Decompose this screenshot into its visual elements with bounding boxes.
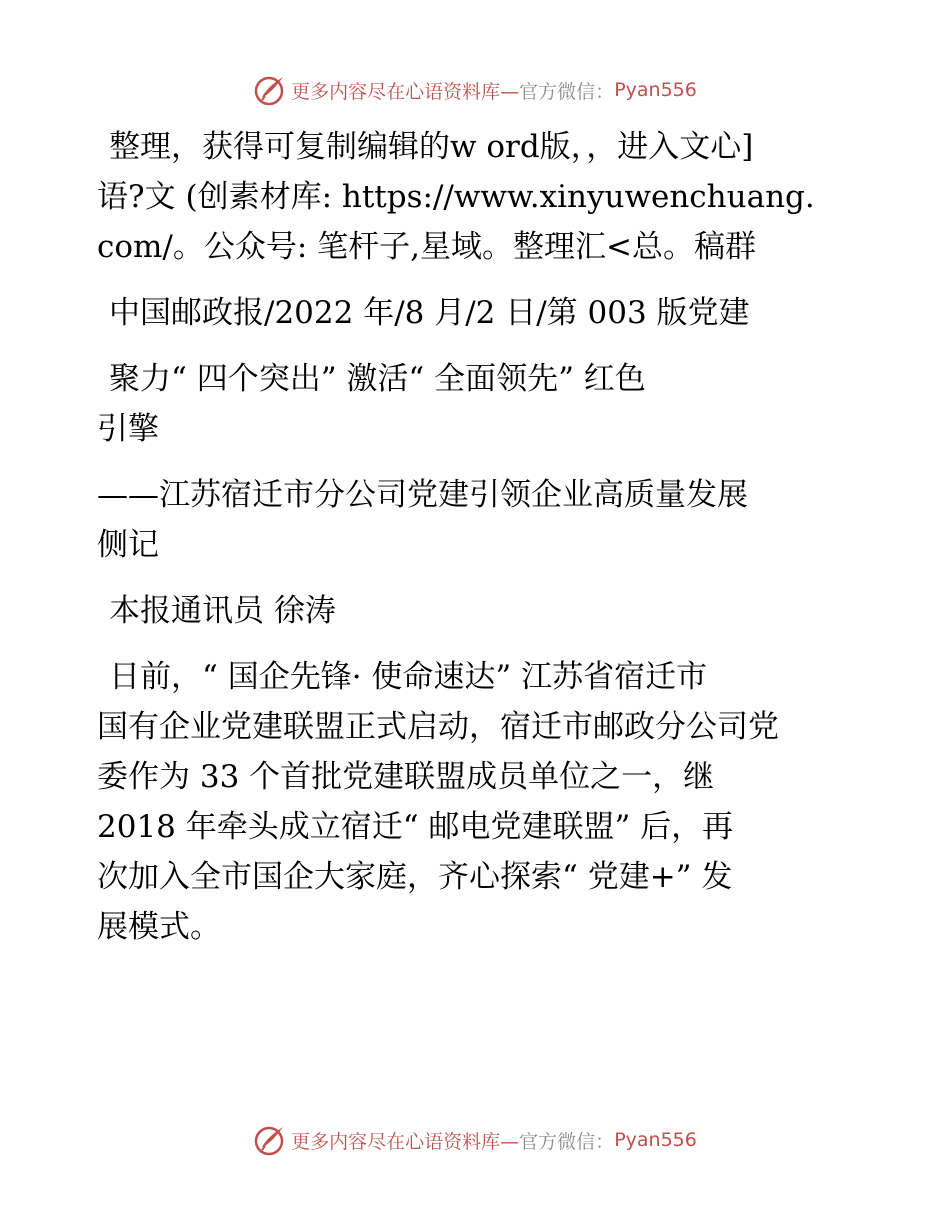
watermark-wechat-id: Pyan556 — [614, 79, 697, 101]
quill-seal-icon — [253, 1123, 287, 1157]
article-title: 聚力“ 四个突出” 激活“ 全面领先” 红色 — [109, 361, 646, 397]
article-subtitle-cont: 侧记 — [97, 527, 159, 563]
notice-line: 整理，获得可复制编辑的w ord版，，进入文心] — [109, 129, 754, 165]
header-watermark — [0, 70, 950, 110]
body-line: 次加入全市国企大家庭，齐心探索“ 党建+” 发 — [97, 859, 733, 895]
watermark-text: 更多内容尽在心语资料库— — [291, 80, 520, 103]
watermark-wechat-id: Pyan556 — [614, 1129, 697, 1151]
watermark-wechat-label: 官方微信： — [519, 80, 615, 103]
article-source: 中国邮政报/2022 年/8 月/2 日/第 003 版党建 — [109, 295, 750, 331]
article-subtitle: ——江苏宿迁市分公司党建引领企业高质量发展 — [97, 477, 748, 513]
notice-line: com/。公众号: 笔杆子,星域。整理汇<总。稿群 — [97, 229, 756, 265]
footer-watermark — [0, 1120, 950, 1160]
quill-seal-icon — [253, 73, 287, 107]
body-line: 委作为 33 个首批党建联盟成员单位之一，继 — [97, 759, 715, 795]
body-line: 国有企业党建联盟正式启动，宿迁市邮政分公司党 — [97, 709, 779, 745]
body-line: 日前，“ 国企先锋· 使命速达” 江苏省宿迁市 — [109, 659, 708, 695]
notice-line: 语?文 (创素材库: https://www.xinyuwenchuang. — [97, 179, 815, 215]
body-line: 展模式。 — [97, 909, 221, 945]
article-title-cont: 引擎 — [97, 411, 159, 447]
document-body — [97, 122, 857, 952]
watermark-wechat-label: 官方微信： — [519, 1130, 615, 1153]
article-byline: 本报通讯员 徐涛 — [109, 593, 336, 629]
body-line: 2018 年牵头成立宿迁“ 邮电党建联盟” 后，再 — [97, 809, 734, 845]
watermark-text: 更多内容尽在心语资料库— — [291, 1130, 520, 1153]
